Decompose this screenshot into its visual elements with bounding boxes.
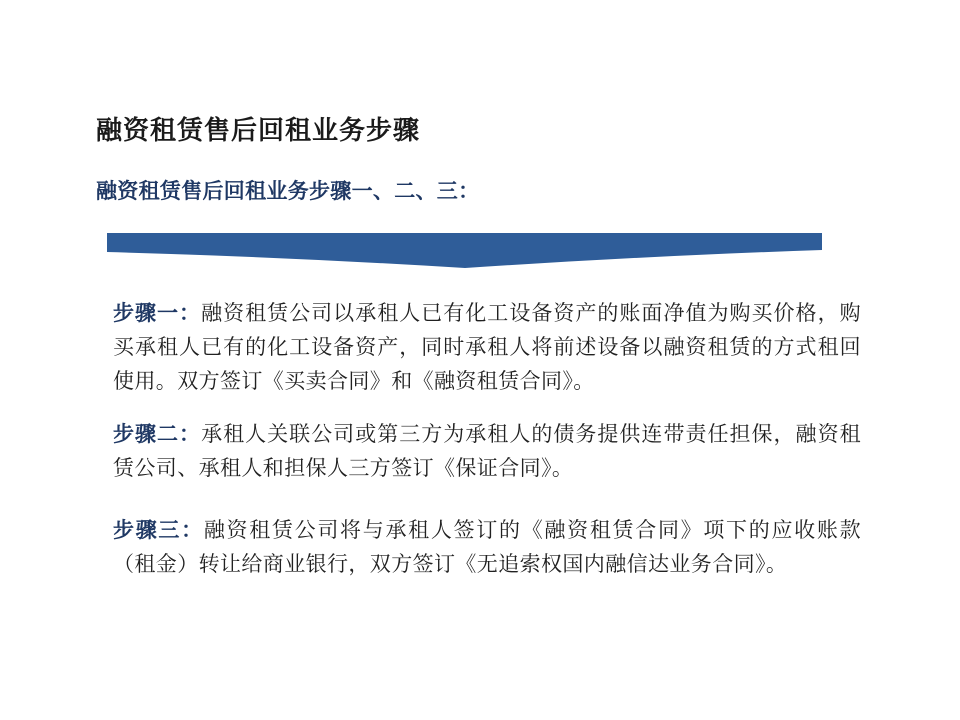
- step-3-text: 融资租赁公司将与承租人签订的《融资租赁合同》项下的应收账款（租金）转让给商业银行，双方签订《无追索权国内融信达业务合同》。: [113, 519, 861, 576]
- step-item-1: [113, 297, 861, 399]
- step-1-label: 步骤一：: [113, 302, 202, 325]
- divider-banner-shape: [107, 233, 822, 269]
- step-3-label: 步骤三：: [113, 519, 204, 542]
- step-2-text: 承租人关联公司或第三方为承租人的债务提供连带责任担保，融资租赁公司、承租人和担保人三方签订《保证合同》。: [113, 423, 861, 480]
- banner-ribbon-icon: [107, 233, 822, 269]
- page-subtitle: 融资租赁售后回租业务步骤一、二、三：: [96, 180, 480, 203]
- step-1-text: 融资租赁公司以承租人已有化工设备资产的账面净值为购买价格，购买承租人已有的化工设备资产，同时承租人将前述设备以融资租赁的方式租回使用。双方签订《买卖合同》和《融资租赁合同》。: [113, 302, 861, 393]
- step-item-3: [113, 514, 861, 582]
- page-title: 融资租赁售后回租业务步骤: [96, 115, 421, 145]
- step-2-label: 步骤二：: [113, 423, 202, 446]
- step-item-2: [113, 418, 861, 486]
